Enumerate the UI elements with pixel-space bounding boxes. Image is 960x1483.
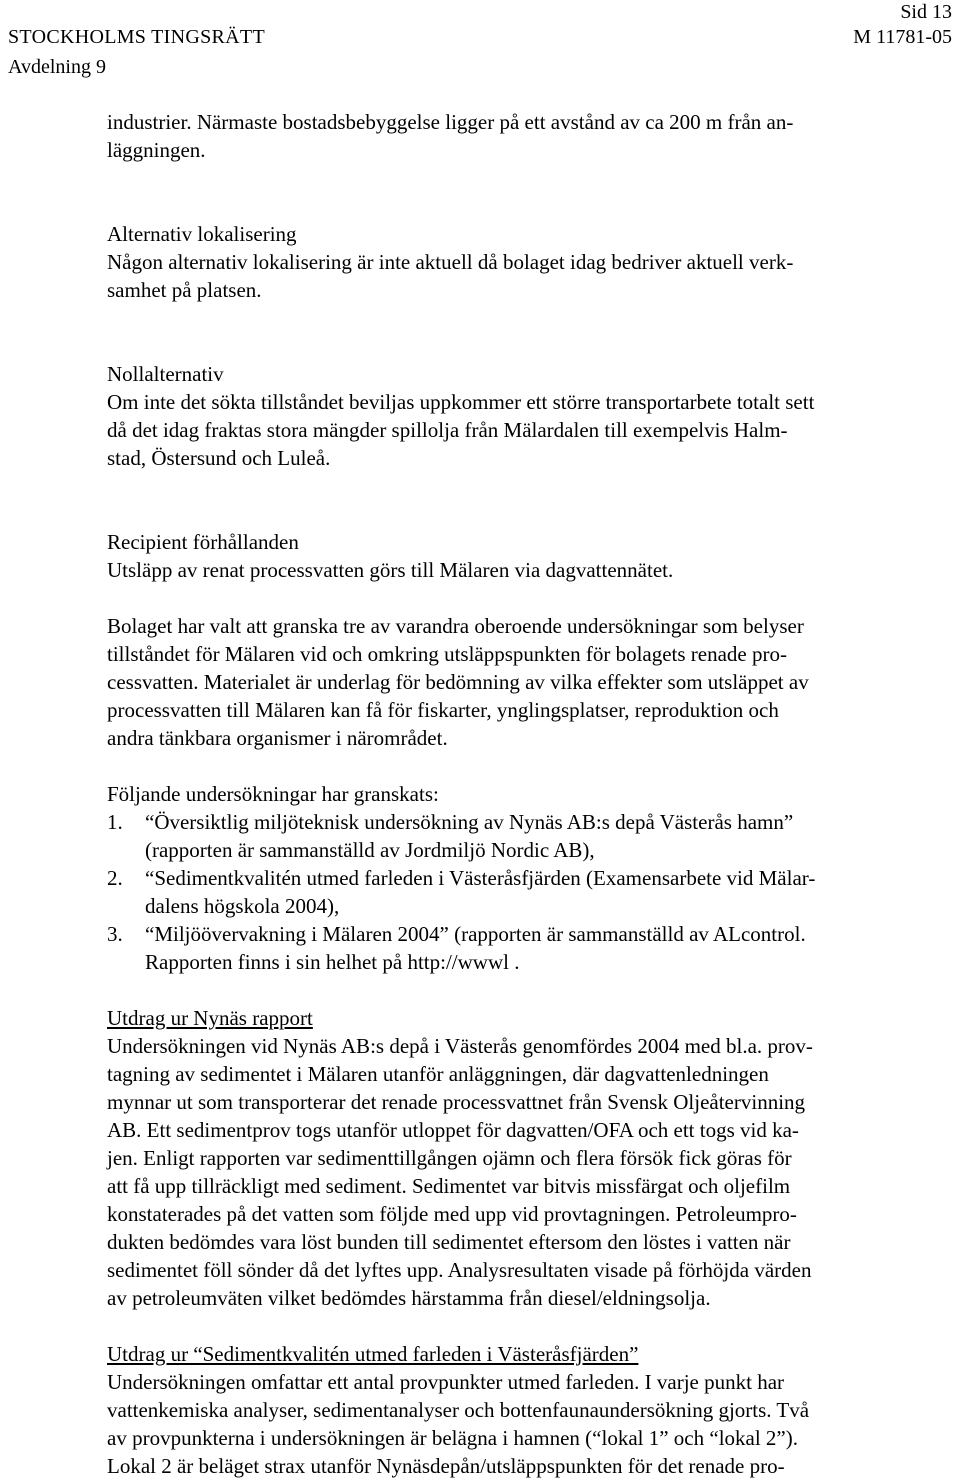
text-line: Undersökningen omfattar ett antal provpunkter utmed farleden. I varje punkt har	[107, 1370, 785, 1394]
text-line: “Sedimentkvalitén utmed farleden i Västeråsfjärden (Examensarbete vid Mälar-	[145, 866, 816, 890]
text-line: vattenkemiska analyser, sedimentanalyser och bottenfaunaundersökning gjorts. Två	[107, 1398, 810, 1422]
page-number: Sid 13	[900, 1, 952, 23]
text-line: processvatten till Mälaren kan få för fiskarter, ynglingsplatser, reproduktion och	[107, 698, 779, 722]
text-line: av petroleumväten vilket bedömdes härstamma från diesel/eldningsolja.	[107, 1286, 711, 1310]
division-name: Avdelning 9	[8, 56, 106, 78]
list-item	[107, 920, 937, 976]
text-line: dalens högskola 2004),	[145, 894, 340, 918]
text-line: AB. Ett sedimentprov togs utanför utloppet för dagvatten/OFA och ett togs vid ka-	[107, 1118, 799, 1142]
text-line: Rapporten finns i sin helhet på http://wwwl .	[145, 950, 520, 974]
investigation-list	[107, 780, 937, 976]
section-heading: Recipient förhållanden	[107, 530, 299, 554]
text-line: (rapporten är sammanställd av Jordmiljö Nordic AB),	[145, 838, 595, 862]
text-line: “Miljöövervakning i Mälaren 2004” (rapporten är sammanställd av ALcontrol.	[145, 922, 806, 946]
list-number: 1.	[107, 810, 123, 834]
text-line: industrier. Närmaste bostadsbebyggelse ligger på ett avstånd av ca 200 m från an-	[107, 110, 794, 134]
section-heading: Utdrag ur “Sedimentkvalitén utmed farleden i Västeråsfjärden”	[107, 1342, 639, 1366]
text-line: samhet på platsen.	[107, 278, 262, 302]
list-intro: Följande undersökningar har granskats:	[107, 782, 439, 806]
section-heading: Utdrag ur Nynäs rapport	[107, 1006, 313, 1030]
text-line: jen. Enligt rapporten var sedimenttillgången ojämn och flera försök fick göras för	[107, 1146, 792, 1170]
text-line: “Översiktlig miljöteknisk undersökning av Nynäs AB:s depå Västerås hamn”	[145, 810, 794, 834]
text-line: Någon alternativ lokalisering är inte aktuell då bolaget idag bedriver aktuell verk-	[107, 250, 794, 274]
list-item	[107, 864, 937, 920]
text-line: konstaterades på det vatten som följde med upp vid provtagningen. Petroleumpro-	[107, 1202, 797, 1226]
text-line: dukten bedömdes vara löst bunden till sedimentet eftersom den löstes i vatten när	[107, 1230, 791, 1254]
bolaget-paragraph	[107, 612, 937, 752]
text-line: sedimentet föll sönder då det lyftes upp. Analysresultaten visade på förhöjda värden	[107, 1258, 812, 1282]
court-name: STOCKHOLMS TINGSRÄTT	[8, 26, 265, 48]
nynas-section	[107, 1004, 937, 1312]
text-line: stad, Östersund och Luleå.	[107, 446, 331, 470]
text-line: tagning av sedimentet i Mälaren utanför anläggningen, där dagvattenledningen	[107, 1062, 769, 1086]
text-line: Undersökningen vid Nynäs AB:s depå i Västerås genomfördes 2004 med bl.a. prov-	[107, 1034, 813, 1058]
case-number: M 11781-05	[853, 26, 952, 48]
text-line: Om inte det sökta tillståndet beviljas uppkommer ett större transportarbete totalt sett	[107, 390, 815, 414]
text-line: tillståndet för Mälaren vid och omkring utsläppspunkten för bolagets renade pro-	[107, 642, 787, 666]
nollalternativ-section	[107, 360, 937, 472]
text-line: mynnar ut som transporterar det renade processvattnet från Svensk Oljeåtervinning	[107, 1090, 806, 1114]
text-line: cessvatten. Materialet är underlag för bedömning av vilka effekter som utsläppet av	[107, 670, 809, 694]
text-line: då det idag fraktas stora mängder spillolja från Mälardalen till exempelvis Halm-	[107, 418, 788, 442]
intro-paragraph	[107, 108, 937, 164]
text-line: att få upp tillräckligt med sediment. Sedimentet var bitvis missfärgat och oljefilm	[107, 1174, 791, 1198]
text-line: Utsläpp av renat processvatten görs till Mälaren via dagvattennätet.	[107, 558, 674, 582]
text-line: andra tänkbara organismer i närområdet.	[107, 726, 448, 750]
text-line: läggningen.	[107, 138, 206, 162]
list-item	[107, 808, 937, 864]
text-line: av provpunkterna i undersökningen är belägna i hamnen (“lokal 1” och “lokal 2”).	[107, 1426, 799, 1450]
list-number: 2.	[107, 866, 123, 890]
section-heading: Nollalternativ	[107, 362, 224, 386]
text-line: Lokal 2 är beläget strax utanför Nynäsdepån/utsläppspunkten för det renade pro-	[107, 1454, 785, 1478]
document-body	[107, 108, 937, 1480]
text-line: Bolaget har valt att granska tre av varandra oberoende undersökningar som belyser	[107, 614, 804, 638]
alternativ-section	[107, 220, 937, 304]
recipient-section	[107, 528, 937, 584]
sediment-section	[107, 1340, 937, 1480]
list-number: 3.	[107, 922, 123, 946]
section-heading: Alternativ lokalisering	[107, 222, 297, 246]
